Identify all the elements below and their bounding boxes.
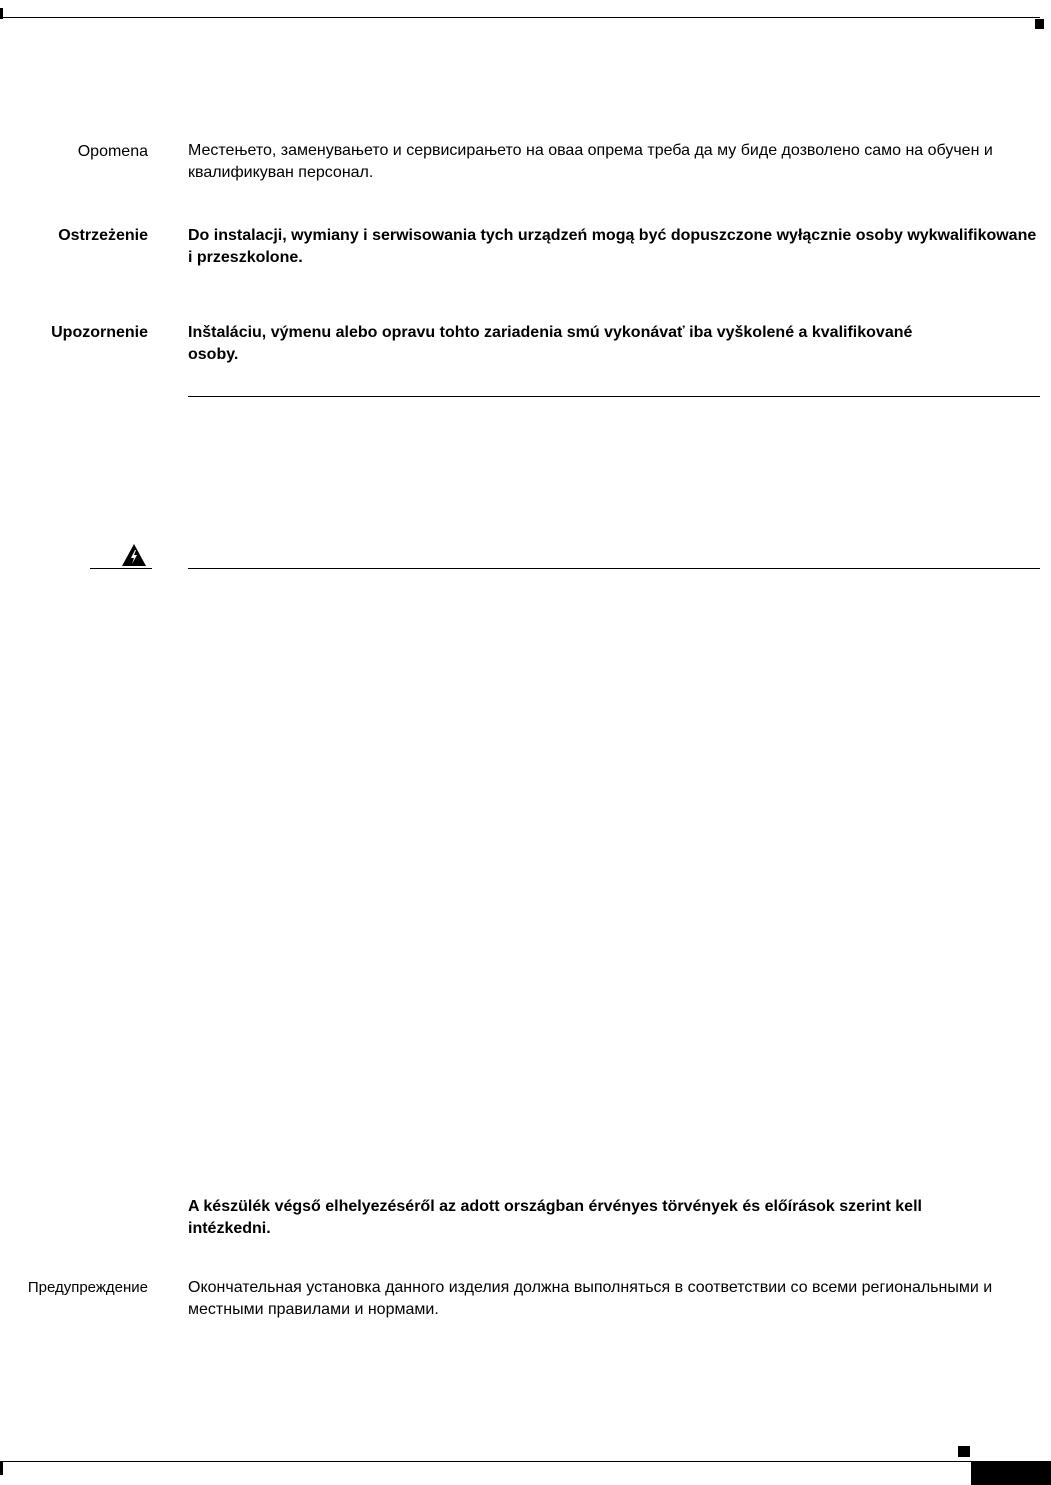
- statement-start-rule: [188, 568, 1040, 569]
- page-bottom-right-marker: [958, 1446, 970, 1457]
- warning-label-slovak: Upozornenie: [51, 324, 148, 341]
- page-number-tab: [971, 1462, 1051, 1485]
- warning-label-macedonian: Opomena: [77, 143, 148, 160]
- page-top-rule: [0, 17, 1040, 18]
- warning-label-polish: Ostrzeżenie: [58, 227, 148, 244]
- page-bottom-left-tick: [0, 1461, 3, 1475]
- page-bottom-rule: [0, 1461, 1051, 1462]
- warning-text-polish: Do instalacji, wymiany i serwisowania tych urządzeń mogą być dopuszczone wyłącznie osoby wykwalifikowane i przeszkolone.: [188, 227, 1037, 266]
- warning-label-russian: Предупреждение: [27, 1279, 148, 1296]
- warning-text-macedonian: Местењето, заменувањето и сервисирањето на оваа опрема треба да му биде дозволено само на обучен и квалификуван персонал.: [188, 142, 993, 181]
- warning-text-hungarian: A készülék végső elhelyezéséről az adott országban érvényes törvények és előírások szerint kell intézkedni.: [188, 1198, 922, 1237]
- warning-icon-underline: [90, 568, 152, 569]
- warning-text-slovak: Inštaláciu, výmenu alebo opravu tohto zariadenia smú vykonávať iba vyškolené a kvalifikované osoby.: [188, 324, 913, 363]
- page-top-right-marker: [1035, 19, 1044, 29]
- warning-lightning-icon: [122, 544, 146, 566]
- warning-text-russian: Окончательная установка данного изделия должна выполняться в соответствии со всеми региональными и местными правилами и нормами.: [188, 1279, 993, 1318]
- statement-end-rule: [188, 396, 1040, 397]
